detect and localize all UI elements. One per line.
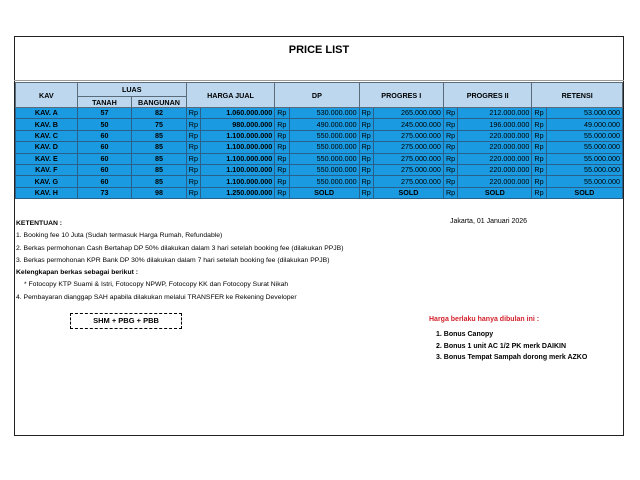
cell-currency: Rp [532, 164, 546, 175]
cell-ret: 53.000.000 [546, 108, 622, 119]
cell-p2-sold: SOLD [458, 187, 532, 198]
cell-tanah: 60 [77, 142, 132, 153]
header-harga-jual: HARGA JUAL [186, 83, 274, 108]
cell-kav: KAV. E [16, 153, 78, 164]
price-table-body [16, 108, 623, 199]
cell-currency: Rp [359, 142, 373, 153]
cell-p1: 245.000.000 [373, 119, 443, 130]
documents-heading: Kelengkapan berkas sebagai berikut : [16, 269, 139, 277]
cell-bangunan: 85 [132, 164, 187, 175]
cell-tanah: 50 [77, 119, 132, 130]
cell-currency: Rp [186, 108, 200, 119]
cell-currency: Rp [186, 187, 200, 198]
promo-item-2: 2. Bonus 1 unit AC 1/2 PK merk DAIKIN [436, 342, 567, 350]
cell-currency: Rp [443, 119, 457, 130]
cell-p2: 220.000.000 [458, 176, 532, 187]
table-row [16, 187, 623, 198]
table-row [16, 130, 623, 141]
cell-dp: 550.000.000 [289, 142, 359, 153]
cell-currency: Rp [532, 130, 546, 141]
header-luas: LUAS [77, 83, 186, 97]
cell-bangunan: 82 [132, 108, 187, 119]
cell-p2: 196.000.000 [458, 119, 532, 130]
cell-currency: Rp [186, 176, 200, 187]
cell-tanah: 60 [77, 176, 132, 187]
terms-item-3: 3. Berkas permohonan KPR Bank DP 30% dilakukan dalam 7 hari setelah booking fee (dilakukan PPJB) [16, 256, 330, 264]
price-table [15, 82, 623, 199]
table-row [16, 142, 623, 153]
cell-currency: Rp [186, 142, 200, 153]
cell-tanah: 73 [77, 187, 132, 198]
cell-currency: Rp [359, 187, 373, 198]
promo-list [436, 329, 587, 364]
cell-currency: Rp [443, 176, 457, 187]
cell-currency: Rp [275, 153, 289, 164]
cell-currency: Rp [186, 119, 200, 130]
cell-p2: 220.000.000 [458, 142, 532, 153]
cell-currency: Rp [532, 142, 546, 153]
cell-harga-jual: 1.100.000.000 [201, 164, 275, 175]
cell-currency: Rp [532, 119, 546, 130]
cell-currency: Rp [359, 176, 373, 187]
cell-kav: KAV. H [16, 187, 78, 198]
cell-currency: Rp [275, 108, 289, 119]
cell-currency: Rp [275, 119, 289, 130]
cell-tanah: 57 [77, 108, 132, 119]
cell-p1-sold: SOLD [373, 187, 443, 198]
header-kav: KAV [16, 83, 78, 108]
cell-currency: Rp [532, 187, 546, 198]
cell-kav: KAV. C [16, 130, 78, 141]
cell-currency: Rp [443, 187, 457, 198]
terms-heading: KETENTUAN : [16, 220, 63, 227]
cell-bangunan: 85 [132, 153, 187, 164]
cell-dp: 530.000.000 [289, 108, 359, 119]
promo-title: Harga berlaku hanya dibulan ini : [429, 316, 540, 323]
header-progres-2: PROGRES II [443, 83, 531, 108]
cell-kav: KAV. A [16, 108, 78, 119]
header-progres-1: PROGRES I [359, 83, 443, 108]
cell-currency: Rp [186, 164, 200, 175]
cell-dp: 550.000.000 [289, 176, 359, 187]
header-bangunan: BANGUNAN [132, 97, 187, 108]
cell-p2: 220.000.000 [458, 153, 532, 164]
cell-p1: 275.000.000 [373, 142, 443, 153]
cell-ret: 55.000.000 [546, 142, 622, 153]
cell-currency: Rp [443, 142, 457, 153]
table-row [16, 119, 623, 130]
cell-bangunan: 98 [132, 187, 187, 198]
certificate-stamp: SHM + PBG + PBB [70, 313, 182, 329]
table-row [16, 108, 623, 119]
cell-kav: KAV. G [16, 176, 78, 187]
title-divider [14, 80, 624, 81]
cell-dp: 550.000.000 [289, 130, 359, 141]
cell-bangunan: 75 [132, 119, 187, 130]
table-row [16, 164, 623, 175]
terms-section [16, 218, 343, 304]
cell-currency: Rp [359, 108, 373, 119]
cell-p1: 275.000.000 [373, 164, 443, 175]
table-row [16, 176, 623, 187]
cell-currency: Rp [532, 153, 546, 164]
cell-currency: Rp [443, 164, 457, 175]
cell-bangunan: 85 [132, 176, 187, 187]
cell-p1: 275.000.000 [373, 176, 443, 187]
cell-bangunan: 85 [132, 142, 187, 153]
cell-dp: 490.000.000 [289, 119, 359, 130]
document-date: Jakarta, 01 Januari 2026 [450, 218, 528, 225]
cell-currency: Rp [443, 130, 457, 141]
cell-bangunan: 85 [132, 130, 187, 141]
cell-p1: 275.000.000 [373, 130, 443, 141]
cell-currency: Rp [275, 164, 289, 175]
terms-item-1: 1. Booking fee 10 Juta (Sudah termasuk Harga Rumah, Refundable) [16, 232, 223, 240]
cell-harga-jual: 1.250.000.000 [201, 187, 275, 198]
cell-ret-sold: SOLD [546, 187, 622, 198]
cell-currency: Rp [275, 142, 289, 153]
cell-harga-jual: 1.100.000.000 [201, 142, 275, 153]
cell-ret: 55.000.000 [546, 176, 622, 187]
cell-currency: Rp [443, 153, 457, 164]
cell-p2: 220.000.000 [458, 130, 532, 141]
cell-currency: Rp [359, 164, 373, 175]
terms-item-2: 2. Berkas permohonan Cash Bertahap DP 50% dilakukan dalam 3 hari setelah booking fee (dilakukan PPJB) [16, 244, 344, 252]
cell-ret: 49.000.000 [546, 119, 622, 130]
cell-currency: Rp [186, 153, 200, 164]
cell-p1: 275.000.000 [373, 153, 443, 164]
cell-kav: KAV. F [16, 164, 78, 175]
cell-p1: 265.000.000 [373, 108, 443, 119]
cell-currency: Rp [275, 176, 289, 187]
header-retensi: RETENSI [532, 83, 623, 108]
table-row [16, 153, 623, 164]
header-tanah: TANAH [77, 97, 132, 108]
cell-tanah: 60 [77, 164, 132, 175]
cell-tanah: 60 [77, 130, 132, 141]
cell-p2: 212.000.000 [458, 108, 532, 119]
cell-dp: 550.000.000 [289, 164, 359, 175]
cell-harga-jual: 1.060.000.000 [201, 108, 275, 119]
cell-currency: Rp [532, 108, 546, 119]
promo-item-3: 3. Bonus Tempat Sampah dorong merk AZKO [436, 354, 588, 362]
cell-ret: 55.000.000 [546, 153, 622, 164]
documents-item: * Fotocopy KTP Suami & Istri, Fotocopy NPWP, Fotocopy KK dan Fotocopy Surat Nikah [24, 281, 289, 289]
cell-dp-sold: SOLD [289, 187, 359, 198]
cell-dp: 550.000.000 [289, 153, 359, 164]
cell-harga-jual: 980.000.000 [201, 119, 275, 130]
cell-ret: 55.000.000 [546, 164, 622, 175]
cell-currency: Rp [359, 119, 373, 130]
cell-harga-jual: 1.100.000.000 [201, 130, 275, 141]
terms-item-4: 4. Pembayaran dianggap SAH apabila dilakukan melalui TRANSFER ke Rekening Developer [16, 293, 297, 301]
cell-currency: Rp [186, 130, 200, 141]
cell-kav: KAV. D [16, 142, 78, 153]
header-dp: DP [275, 83, 359, 108]
cell-kav: KAV. B [16, 119, 78, 130]
cell-currency: Rp [359, 153, 373, 164]
cell-currency: Rp [532, 176, 546, 187]
cell-harga-jual: 1.100.000.000 [201, 176, 275, 187]
cell-currency: Rp [275, 130, 289, 141]
cell-p2: 220.000.000 [458, 164, 532, 175]
cell-harga-jual: 1.100.000.000 [201, 153, 275, 164]
cell-currency: Rp [359, 130, 373, 141]
cell-currency: Rp [275, 187, 289, 198]
promo-item-1: 1. Bonus Canopy [436, 331, 494, 338]
cell-ret: 55.000.000 [546, 130, 622, 141]
cell-tanah: 60 [77, 153, 132, 164]
page-title: PRICE LIST [288, 44, 350, 56]
cell-currency: Rp [443, 108, 457, 119]
